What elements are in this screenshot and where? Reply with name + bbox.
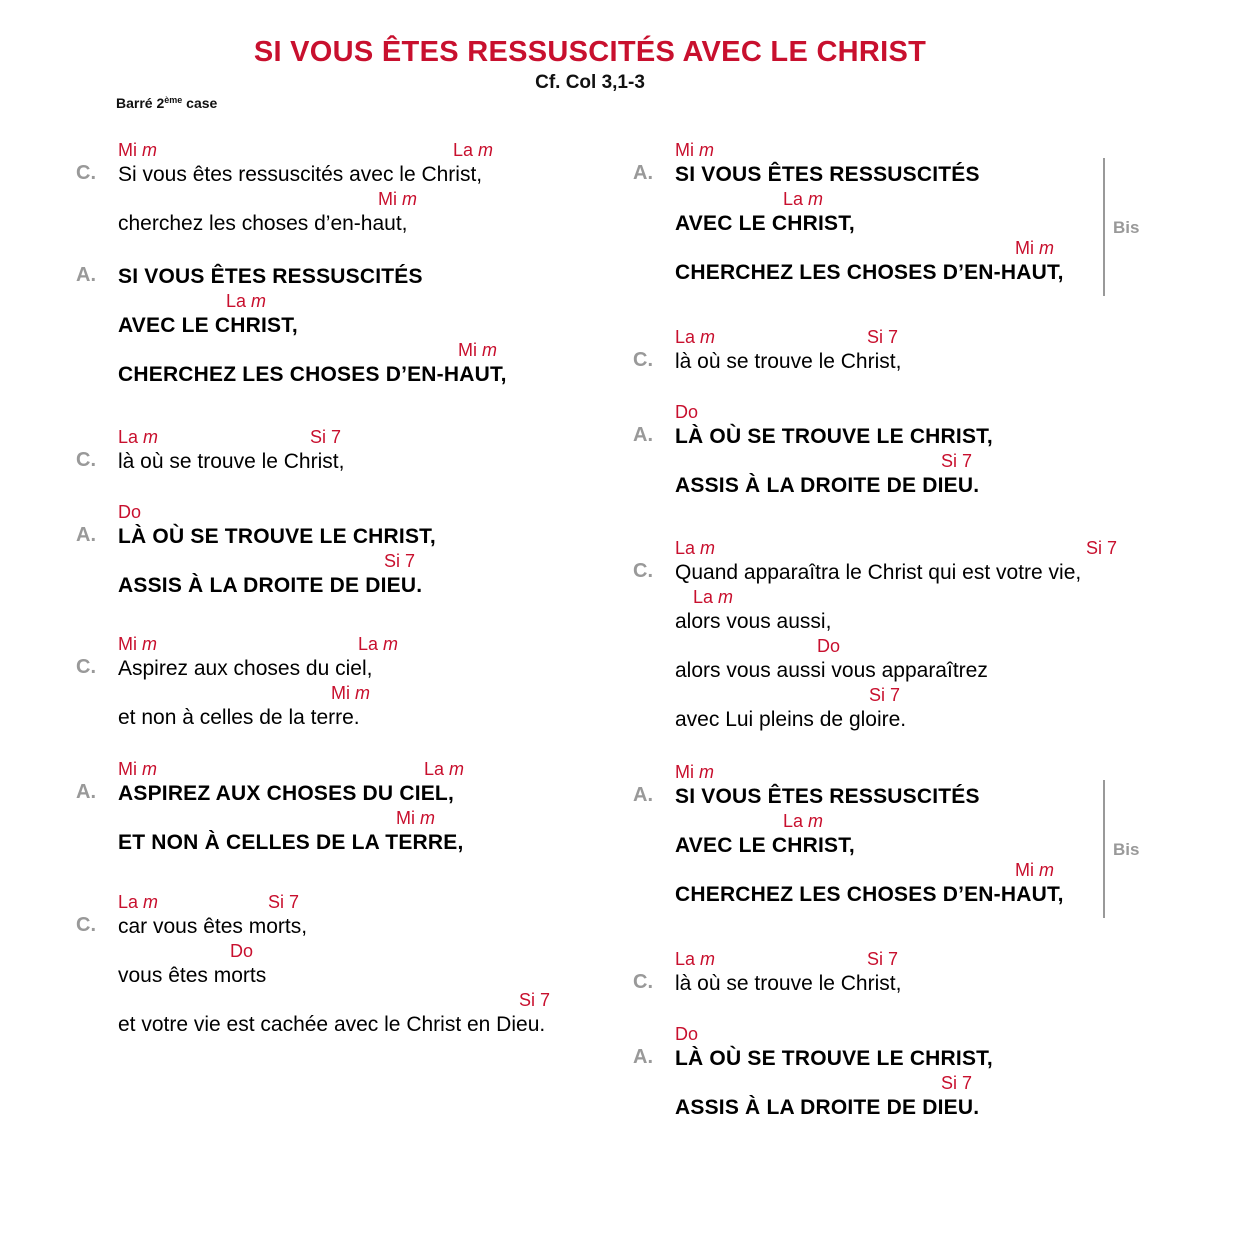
capo-note	[116, 95, 217, 111]
chord-row	[675, 683, 1081, 707]
lyric-line	[675, 609, 1081, 634]
lyric-line	[633, 560, 1082, 585]
lyric-line	[675, 707, 1081, 732]
chord	[358, 634, 398, 655]
scripture-reference: Cf. Col 3,1-3	[535, 72, 645, 93]
chord-root: Do	[675, 402, 699, 422]
chord-root: La	[424, 759, 445, 779]
chord-quality: m	[402, 189, 418, 209]
chord-quality: m	[808, 189, 824, 209]
chord-row	[118, 549, 436, 573]
stanza-assembly	[633, 760, 1140, 907]
lyric-line	[118, 705, 372, 730]
chord-root: La	[358, 634, 379, 654]
chord-quality: 7	[1107, 538, 1118, 558]
lyric-text: et votre vie est cachée avec le Christ en Dieu.	[118, 1013, 546, 1036]
lyric-line	[76, 449, 345, 474]
lyric-text: alors vous aussi vous apparaîtrez	[675, 659, 988, 682]
chord-quality: m	[699, 762, 715, 782]
chord-root: Si	[310, 427, 327, 447]
chord-quality: m	[251, 291, 267, 311]
lyric-text: là où se trouve le Christ,	[675, 972, 902, 995]
chord	[424, 759, 464, 780]
chord-quality: m	[718, 587, 734, 607]
lyric-text: AVEC LE CHRIST,	[675, 212, 855, 235]
chord-quality: m	[142, 140, 158, 160]
chord-row	[118, 939, 545, 963]
chord-quality: 7	[962, 451, 973, 471]
lyric-line	[633, 1046, 993, 1071]
chord-root: Mi	[396, 808, 415, 828]
chord	[226, 291, 266, 312]
lyric-text: car vous êtes morts,	[118, 915, 308, 938]
chord	[1086, 538, 1117, 559]
repeat-bracket	[1103, 780, 1105, 918]
chord	[331, 683, 370, 704]
lyric-line	[76, 162, 483, 187]
lyric-text: LÀ OÙ SE TROUVE LE CHRIST,	[675, 1047, 993, 1070]
chord-quality: m	[420, 808, 436, 828]
capo-note-suffix: case	[182, 95, 218, 111]
chord-root: Mi	[378, 189, 397, 209]
chord-root: Mi	[118, 759, 137, 779]
lyric-line	[76, 914, 545, 939]
song-title: SI VOUS ÊTES RESSUSCITÉS AVEC LE CHRIST	[253, 36, 927, 68]
chord	[941, 451, 972, 472]
chord	[675, 327, 715, 348]
role-label: C.	[76, 914, 96, 936]
lyric-text: AVEC LE CHRIST,	[118, 314, 298, 337]
chord	[941, 1073, 972, 1094]
stanza-cantor	[76, 425, 345, 474]
stanza-assembly	[76, 757, 465, 855]
chord-root: Si	[869, 685, 886, 705]
chord-root: La	[453, 140, 474, 160]
chord	[783, 189, 823, 210]
lyric-text: ET NON À CELLES DE LA TERRE,	[118, 831, 464, 854]
chord-row	[118, 138, 494, 162]
chord-root: Do	[817, 636, 841, 656]
stanza-assembly	[633, 138, 1140, 285]
lyric-line	[633, 971, 902, 996]
role-label: C.	[76, 656, 96, 678]
lyric-line	[633, 784, 1064, 809]
stanza-cantor	[633, 947, 902, 996]
chord-row	[675, 449, 993, 473]
stanza-cantor	[76, 632, 399, 730]
chord-row	[675, 1022, 993, 1046]
lyric-text: CHERCHEZ LES CHOSES D’EN-HAUT,	[118, 363, 507, 386]
chord-quality: m	[383, 634, 399, 654]
lyric-text: ASSIS À LA DROITE DE DIEU.	[675, 474, 980, 497]
lyric-line	[633, 424, 993, 449]
chord-quality: m	[700, 538, 716, 558]
chord-root: La	[118, 427, 139, 447]
chord	[118, 634, 157, 655]
chord-quality: m	[700, 327, 716, 347]
lyric-text: SI VOUS ÊTES RESSUSCITÉS	[118, 265, 423, 288]
repeat-label: Bis	[1113, 218, 1140, 237]
chord-root: Si	[384, 551, 401, 571]
lyric-text: SI VOUS ÊTES RESSUSCITÉS	[675, 785, 980, 808]
lyric-line	[675, 260, 1064, 285]
lyric-line	[675, 658, 1081, 683]
lyric-line	[675, 833, 1064, 858]
chord-root: La	[783, 811, 804, 831]
chord	[519, 990, 550, 1011]
chord	[384, 551, 415, 572]
lyric-text: Quand apparaîtra le Christ qui est votre vie,	[675, 561, 1082, 584]
chord-row	[675, 536, 1118, 560]
lyric-text: SI VOUS ÊTES RESSUSCITÉS	[675, 163, 980, 186]
chord-quality: 7	[331, 427, 342, 447]
chord	[675, 949, 715, 970]
stanza-cantor	[633, 536, 1118, 732]
chord-root: Do	[675, 1024, 699, 1044]
chord-root: Mi	[675, 762, 694, 782]
lyric-line	[76, 264, 507, 289]
chord-root: Mi	[331, 683, 350, 703]
chord	[453, 140, 493, 161]
lyric-text: CHERCHEZ LES CHOSES D’EN-HAUT,	[675, 261, 1064, 284]
chord-root: Si	[941, 1073, 958, 1093]
stanza-assembly	[76, 500, 436, 598]
lyric-text: là où se trouve le Christ,	[118, 450, 345, 473]
chord-quality: m	[449, 759, 465, 779]
role-label: A.	[633, 1046, 653, 1068]
chord-root: La	[118, 892, 139, 912]
chord-row	[118, 187, 482, 211]
chord-row	[118, 681, 372, 705]
lyric-line	[118, 573, 436, 598]
chord-row	[118, 500, 436, 524]
chord-quality: 7	[540, 990, 551, 1010]
capo-note-superscript: ème	[164, 95, 183, 105]
lyric-text: vous êtes morts	[118, 964, 267, 987]
stanza-cantor	[76, 890, 551, 1037]
chord-quality: m	[143, 427, 159, 447]
chord-root: Si	[941, 451, 958, 471]
repeat-label: Bis	[1113, 840, 1140, 859]
chord-quality: m	[142, 634, 158, 654]
chord-quality: 7	[888, 949, 899, 969]
chord-quality: 7	[962, 1073, 973, 1093]
chord-root: Mi	[1015, 860, 1034, 880]
chord-root: Si	[1086, 538, 1103, 558]
lyric-text: Si vous êtes ressuscités avec le Christ,	[118, 163, 483, 186]
chord-row	[675, 760, 1064, 784]
lyric-text: LÀ OÙ SE TROUVE LE CHRIST,	[118, 525, 436, 548]
role-label: A.	[633, 162, 653, 184]
chord-root: La	[693, 587, 714, 607]
chord-row	[675, 236, 1064, 260]
lyric-line	[76, 781, 464, 806]
chord-root: Mi	[675, 140, 694, 160]
chord	[396, 808, 435, 829]
role-label: C.	[76, 449, 96, 471]
chord-root: Si	[519, 990, 536, 1010]
lyric-line	[118, 362, 507, 387]
chord-row	[118, 890, 545, 914]
chord-row	[118, 806, 464, 830]
lyric-text: alors vous aussi,	[675, 610, 832, 633]
lyric-line	[675, 473, 993, 498]
chord	[817, 636, 840, 657]
chord-root: La	[675, 538, 696, 558]
lyric-line	[675, 1095, 993, 1120]
lyric-line	[118, 313, 507, 338]
lyric-text: cherchez les choses d’en-haut,	[118, 212, 408, 235]
chord-row	[675, 138, 1064, 162]
stanza-assembly	[76, 264, 507, 387]
chord	[310, 427, 341, 448]
chord-quality: m	[699, 140, 715, 160]
lyric-text: AVEC LE CHRIST,	[675, 834, 855, 857]
chord-root: Si	[867, 949, 884, 969]
chord	[675, 762, 714, 783]
chord-root: La	[675, 327, 696, 347]
role-label: C.	[633, 349, 653, 371]
chord	[675, 140, 714, 161]
role-label: A.	[76, 781, 96, 803]
lyric-line	[118, 830, 464, 855]
lyric-text: là où se trouve le Christ,	[675, 350, 902, 373]
chord	[118, 759, 157, 780]
role-label: A.	[76, 264, 96, 286]
chord	[1015, 860, 1054, 881]
chord-row	[675, 400, 993, 424]
stanza-assembly	[633, 1022, 993, 1120]
lyric-line	[675, 211, 1064, 236]
lyric-text: CHERCHEZ LES CHOSES D’EN-HAUT,	[675, 883, 1064, 906]
chord-row	[675, 809, 1064, 833]
stanza-cantor	[76, 138, 494, 236]
chord-quality: 7	[405, 551, 416, 571]
lyric-text: et non à celles de la terre.	[118, 706, 360, 729]
chord	[458, 340, 497, 361]
chord-row	[675, 585, 1081, 609]
chord-row	[118, 338, 507, 362]
chord	[230, 941, 253, 962]
lyric-text: avec Lui pleins de gloire.	[675, 708, 907, 731]
role-label: C.	[76, 162, 96, 184]
chord	[693, 587, 733, 608]
chord-row	[118, 988, 551, 1012]
role-label: C.	[633, 560, 653, 582]
chord-row	[118, 632, 399, 656]
chord-row	[675, 947, 901, 971]
role-label: A.	[633, 784, 653, 806]
chord-quality: m	[478, 140, 494, 160]
chord-quality: m	[482, 340, 498, 360]
chord-quality: m	[1039, 238, 1055, 258]
chord	[675, 538, 715, 559]
chord	[378, 189, 417, 210]
role-label: A.	[76, 524, 96, 546]
chord	[867, 949, 898, 970]
lyric-line	[633, 349, 902, 374]
lyric-text: ASSIS À LA DROITE DE DIEU.	[675, 1096, 980, 1119]
chord-row	[675, 1071, 993, 1095]
chord-root: Mi	[1015, 238, 1034, 258]
chord-row	[675, 634, 1081, 658]
chord	[869, 685, 900, 706]
lyric-line	[633, 162, 1064, 187]
lyric-text: Aspirez aux choses du ciel,	[118, 657, 373, 680]
chord-quality: m	[808, 811, 824, 831]
chord-root: Si	[268, 892, 285, 912]
stanza-cantor	[633, 325, 902, 374]
chord-quality: 7	[890, 685, 901, 705]
chord-row	[675, 187, 1064, 211]
chord-root: Si	[867, 327, 884, 347]
chord-quality: m	[700, 949, 716, 969]
chord-quality: m	[1039, 860, 1055, 880]
chord-row	[675, 325, 901, 349]
chord	[118, 427, 158, 448]
repeat-bracket	[1103, 158, 1105, 296]
chord-root: Mi	[118, 140, 137, 160]
chord	[118, 502, 141, 523]
lyric-text: ASPIREZ AUX CHOSES DU CIEL,	[118, 782, 454, 805]
chord	[118, 892, 158, 913]
chord-row	[118, 289, 507, 313]
chord-row	[118, 425, 344, 449]
chord-root: Do	[230, 941, 254, 961]
chord-root: Mi	[458, 340, 477, 360]
chord	[1015, 238, 1054, 259]
role-label: C.	[633, 971, 653, 993]
chord-root: Mi	[118, 634, 137, 654]
lyric-line	[118, 963, 545, 988]
chord-quality: m	[143, 892, 159, 912]
chord-root: Do	[118, 502, 142, 522]
stanza-assembly	[633, 400, 993, 498]
capo-note-prefix: Barré 2	[116, 95, 165, 111]
role-label: A.	[633, 424, 653, 446]
chord-root: La	[783, 189, 804, 209]
chord	[675, 402, 698, 423]
chord-quality: m	[142, 759, 158, 779]
chord	[867, 327, 898, 348]
chord-quality: m	[355, 683, 371, 703]
chord-quality: 7	[888, 327, 899, 347]
lyric-line	[118, 1012, 545, 1037]
lyric-line	[675, 882, 1064, 907]
lyric-text: LÀ OÙ SE TROUVE LE CHRIST,	[675, 425, 993, 448]
lyric-line	[76, 656, 373, 681]
chord-row	[675, 858, 1064, 882]
chord-root: La	[675, 949, 696, 969]
chord	[118, 140, 157, 161]
chord-row	[118, 757, 464, 781]
chord	[675, 1024, 698, 1045]
lyric-text: ASSIS À LA DROITE DE DIEU.	[118, 574, 423, 597]
chord-quality: 7	[289, 892, 300, 912]
lyric-line	[118, 211, 482, 236]
chord	[783, 811, 823, 832]
lyric-line	[76, 524, 436, 549]
chord-root: La	[226, 291, 247, 311]
chord	[268, 892, 299, 913]
